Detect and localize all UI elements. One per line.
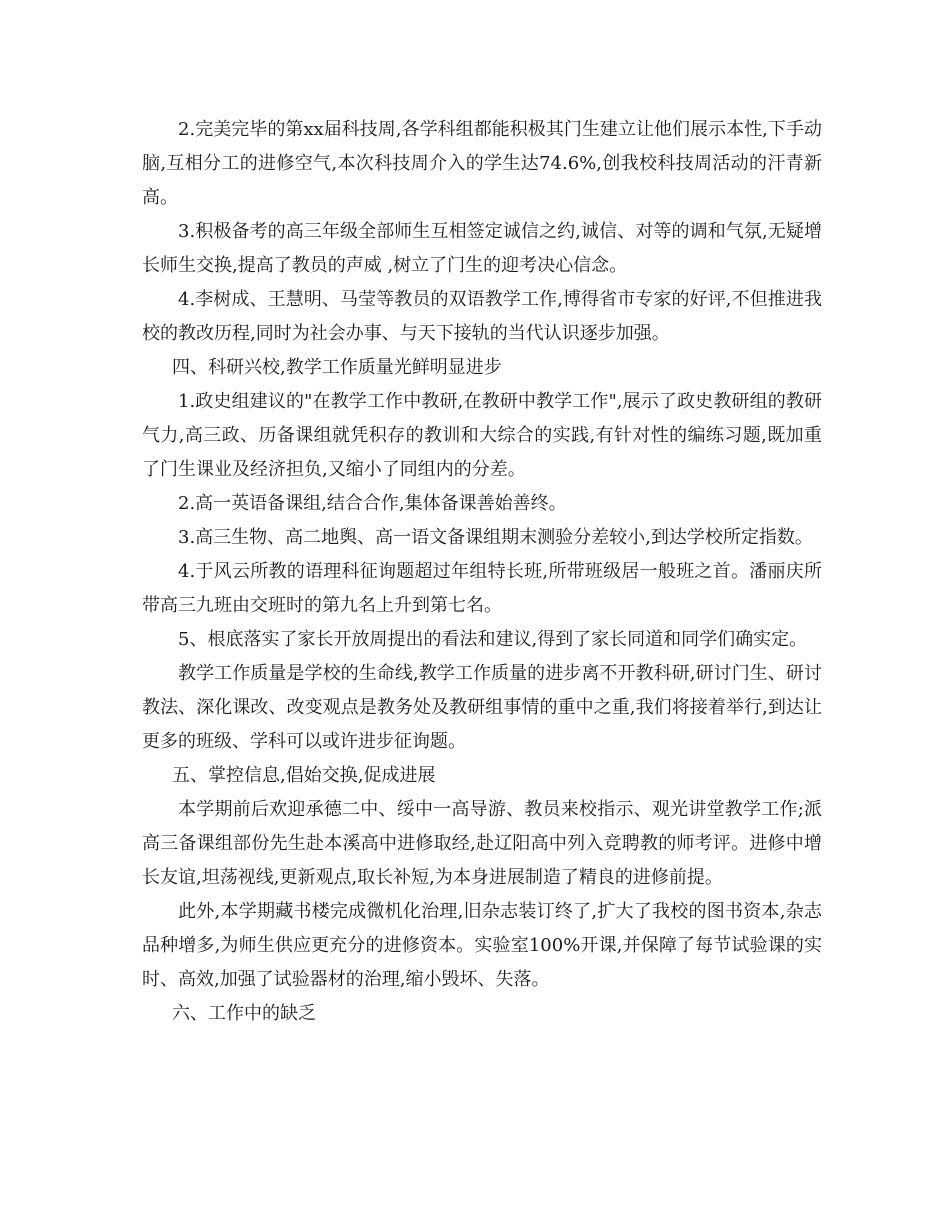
section-heading-information-exchange: 五、掌控信息,倡始交换,促成进展 — [172, 765, 436, 786]
paragraph-library-lab: 此外,本学期藏书楼完成微机化治理,旧杂志装订终了,扩大了我校的图书资本,杂志品种增多,为师生供应更充分的进修资本。实验室100%开课,并保障了每节试验课的实时、高效,加强了试验器材的治理,缩小毁坏、失落。 — [142, 901, 822, 990]
paragraph-senior-exam-prep: 3.积极备考的高三年级全部师生互相签定诚信之约,诚信、对等的调和气氛,无疑增长师生交换,提高了教员的声威 ,树立了门生的迎考决心信念。 — [142, 221, 822, 276]
document-body — [142, 113, 822, 1031]
paragraph-class-ranking: 4.于风云所教的语理科征询题超过年组特长班,所带班级居一般班之首。潘丽庆所带高三九班由交班时的第九名上升到第七名。 — [142, 561, 822, 616]
section-heading-research: 四、科研兴校,教学工作质量光鲜明显进步 — [172, 357, 502, 378]
paragraph-parent-open-week: 5、根底落实了家长开放周提出的看法和建议,得到了家长同道和同学们确实定。 — [178, 629, 808, 650]
paragraph-english-group: 2.高一英语备课组,结合合作,集体备课善始善终。 — [178, 493, 567, 514]
paragraph-bilingual-teaching: 4.李树成、王慧明、马莹等教员的双语教学工作,博得省市专家的好评,不但推进我校的教改历程,同时为社会办事、与天下接轨的当代认识逐步加强。 — [142, 289, 822, 344]
paragraph-school-visits: 本学期前后欢迎承德二中、绥中一高导游、教员来校指示、观光讲堂教学工作;派高三备课组部份先生赴本溪高中进修取经,赴辽阳高中列入竞聘教的师考评。进修中增长友谊,坦荡视线,更新观点,取长补短,为本身进展制造了精良的进修前提。 — [142, 799, 822, 888]
paragraph-final-exam-results: 3.高三生物、高二地舆、高一语文备课组期末测验分差较小,到达学校所定指数。 — [178, 527, 813, 548]
paragraph-science-week: 2.完美完毕的第xx届科技周,各学科组都能积极其门生建立让他们展示本性,下手动脑,互相分工的进修空气,本次科技周介入的学生达74.6%,创我校科技周活动的汗青新高。 — [142, 119, 822, 208]
paragraph-politics-history-group: 1.政史组建议的"在教学工作中教研,在教研中教学工作",展示了政史教研组的教研气力,高三政、历备课组就凭积存的教训和大综合的实践,有针对性的编练习题,既加重了门生课业及经济担负,又缩小了同组内的分差。 — [142, 391, 822, 480]
section-heading-shortcomings: 六、工作中的缺乏 — [172, 1003, 316, 1024]
paragraph-teaching-quality: 教学工作质量是学校的生命线,教学工作质量的进步离不开教科研,研讨门生、研讨教法、深化课改、改变观点是教务处及教研组事情的重中之重,我们将接着举行,到达让更多的班级、学科可以或许进步征询题。 — [142, 663, 822, 752]
